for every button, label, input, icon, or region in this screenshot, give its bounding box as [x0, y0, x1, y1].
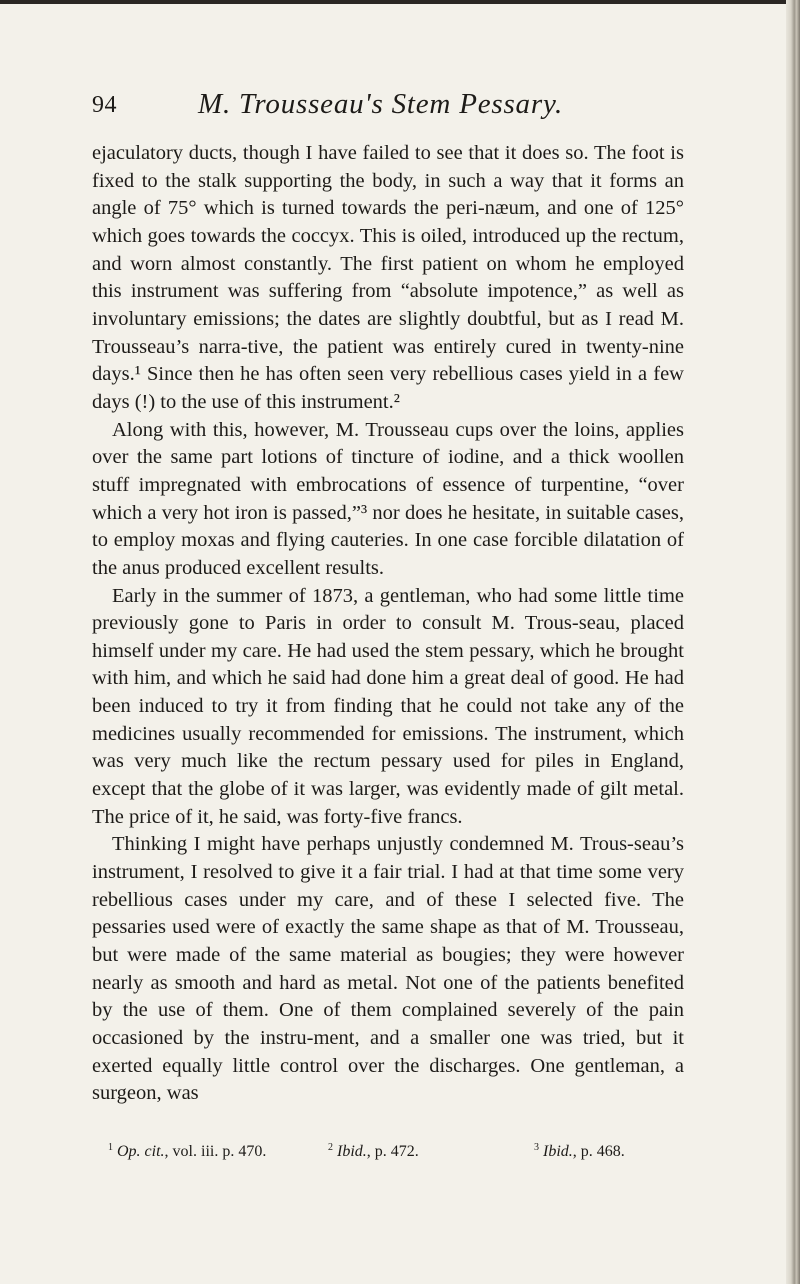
footnote-1 — [108, 1142, 266, 1161]
footnote-text: , p. 472. — [366, 1143, 419, 1160]
footnote-reference: Ibid. — [337, 1143, 367, 1160]
footnote-3 — [534, 1142, 625, 1161]
footnote-mark: 1 — [108, 1142, 113, 1153]
body-text — [92, 140, 684, 1108]
footnote-reference: Ibid. — [543, 1143, 573, 1160]
footnote-text: , vol. iii. p. 470. — [164, 1143, 267, 1160]
page-number: 94 — [92, 92, 117, 118]
paragraph-4: Thinking I might have perhaps unjustly condemned M. Trous-seau’s instrument, I resolved to give it a fair trial. I had at that time some very rebellious cases under my care, and of these I selected five. The pessaries used were of exactly the same shape as that of M. Trousseau, but were made of the same material as bougies; they were however nearly as smooth and hard as metal. Not one of the patients benefited by the use of them. One of them complained severely of the pain occasioned by the instru-ment, and a smaller one was tried, but it exerted equally little control over the discharges. One gentleman, a surgeon, was — [92, 833, 684, 1105]
footnote-2 — [328, 1142, 419, 1161]
paragraph-3: Early in the summer of 1873, a gentleman, who had some little time previously gone to Paris in order to consult M. Trous-seau, placed himself under my care. He had used the stem pessary, which he brought with him, and which he said had done him a great deal of good. He had been induced to try it from finding that he could not take any of the medicines usually recommended for emissions. The instrument, which was very much like the rectum pessary used for piles in England, except that the globe of it was larger, was evidently made of gilt metal. The price of it, he said, was forty-five francs. — [92, 584, 684, 828]
top-border-rule — [0, 0, 790, 4]
paragraph-1: ejaculatory ducts, though I have failed to see that it does so. The foot is fixed to the stalk supporting the body, in such a way that it forms an angle of 75° which is turned towards the peri-næum, and one of 125° which goes towards the coccyx. This is oiled, introduced up the rectum, and worn almost constantly. The first patient on whom he employed this instrument was suffering from “absolute impotence,” as well as involuntary emissions; the dates are slightly doubtful, but as I read M. Trousseau’s narra-tive, the patient was entirely cured in twenty-nine days.¹ Since then he has often seen very rebellious cases yield in a few days (!) to the use of this instrument.² — [92, 142, 684, 413]
footnote-mark: 3 — [534, 1142, 539, 1153]
running-head — [92, 86, 788, 130]
footnote-reference: Op. cit. — [117, 1143, 165, 1160]
footnote-text: , p. 468. — [572, 1143, 625, 1160]
footnote-mark: 2 — [328, 1142, 333, 1153]
page-edge-binding — [786, 0, 800, 1284]
paragraph-2: Along with this, however, M. Trousseau cups over the loins, applies over the same part lotions of tincture of iodine, and a thick woollen stuff impregnated with embrocations of essence of turpentine, “over which a very hot iron is passed,”³ nor does he hesitate, in suitable cases, to employ moxas and flying cauteries. In one case forcible dilatation of the anus produced excellent results. — [92, 418, 684, 579]
page-title: M. Trousseau's Stem Pessary. — [198, 88, 564, 120]
